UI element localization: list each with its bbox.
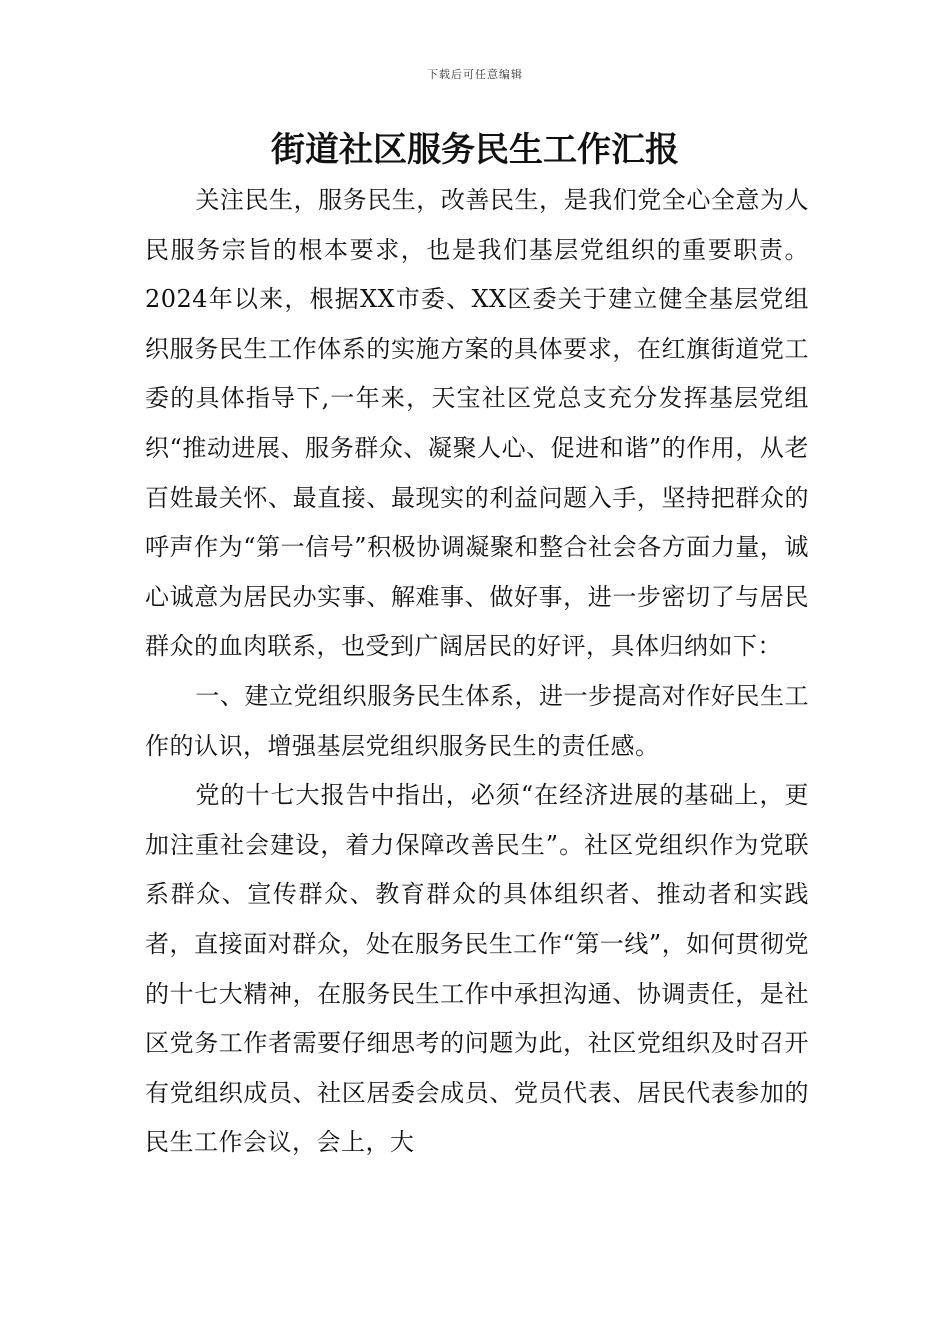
document-title: 街道社区服务民生工作汇报 bbox=[271, 130, 679, 170]
paragraph-section-heading: 一、建立党组织服务民生体系，进一步提高对作好民生工作的认识，增强基层党组织服务民生的责任感。 bbox=[145, 681, 809, 760]
paragraph-section-body: 党的十七大报告中指出，必须“在经济进展的基础上，更加注重社会建设，着力保障改善民生”。社区党组织作为党联系群众、宣传群众、教育群众的具体组织者、推动者和实践者，直接面对群众，处在服务民生工作“第一线”，如何贯彻党的十七大精神，在服务民生工作中承担沟通、协调责任，是社区党务工作者需要仔细思考的问题为此，社区党组织及时召开有党组织成员、社区居委会成员、党员代表、居民代表参加的民生工作会议，会上，大 bbox=[145, 781, 809, 1157]
header-note: 下载后可任意编辑 bbox=[427, 68, 523, 81]
paragraph-intro: 关注民生，服务民生，改善民生，是我们党全心全意为人民服务宗旨的根本要求，也是我们基层党组织的重要职责。2024年以来，根据XX市委、XX区委关于建立健全基层党组织服务民生工作体系的实施方案的具体要求，在红旗街道党工委的具体指导下,一年来，天宝社区党总支充分发挥基层党组织“推动进展、服务群众、凝聚人心、促进和谐”的作用，从老百姓最关怀、最直接、最现实的利益问题入手，坚持把群众的呼声作为“第一信号”积极协调凝聚和整合社会各方面力量，诚心诚意为居民办实事、解难事、做好事，进一步密切了与居民群众的血肉联系，也受到广阔居民的好评，具体归纳如下： bbox=[145, 186, 809, 661]
document-body bbox=[145, 176, 809, 1168]
